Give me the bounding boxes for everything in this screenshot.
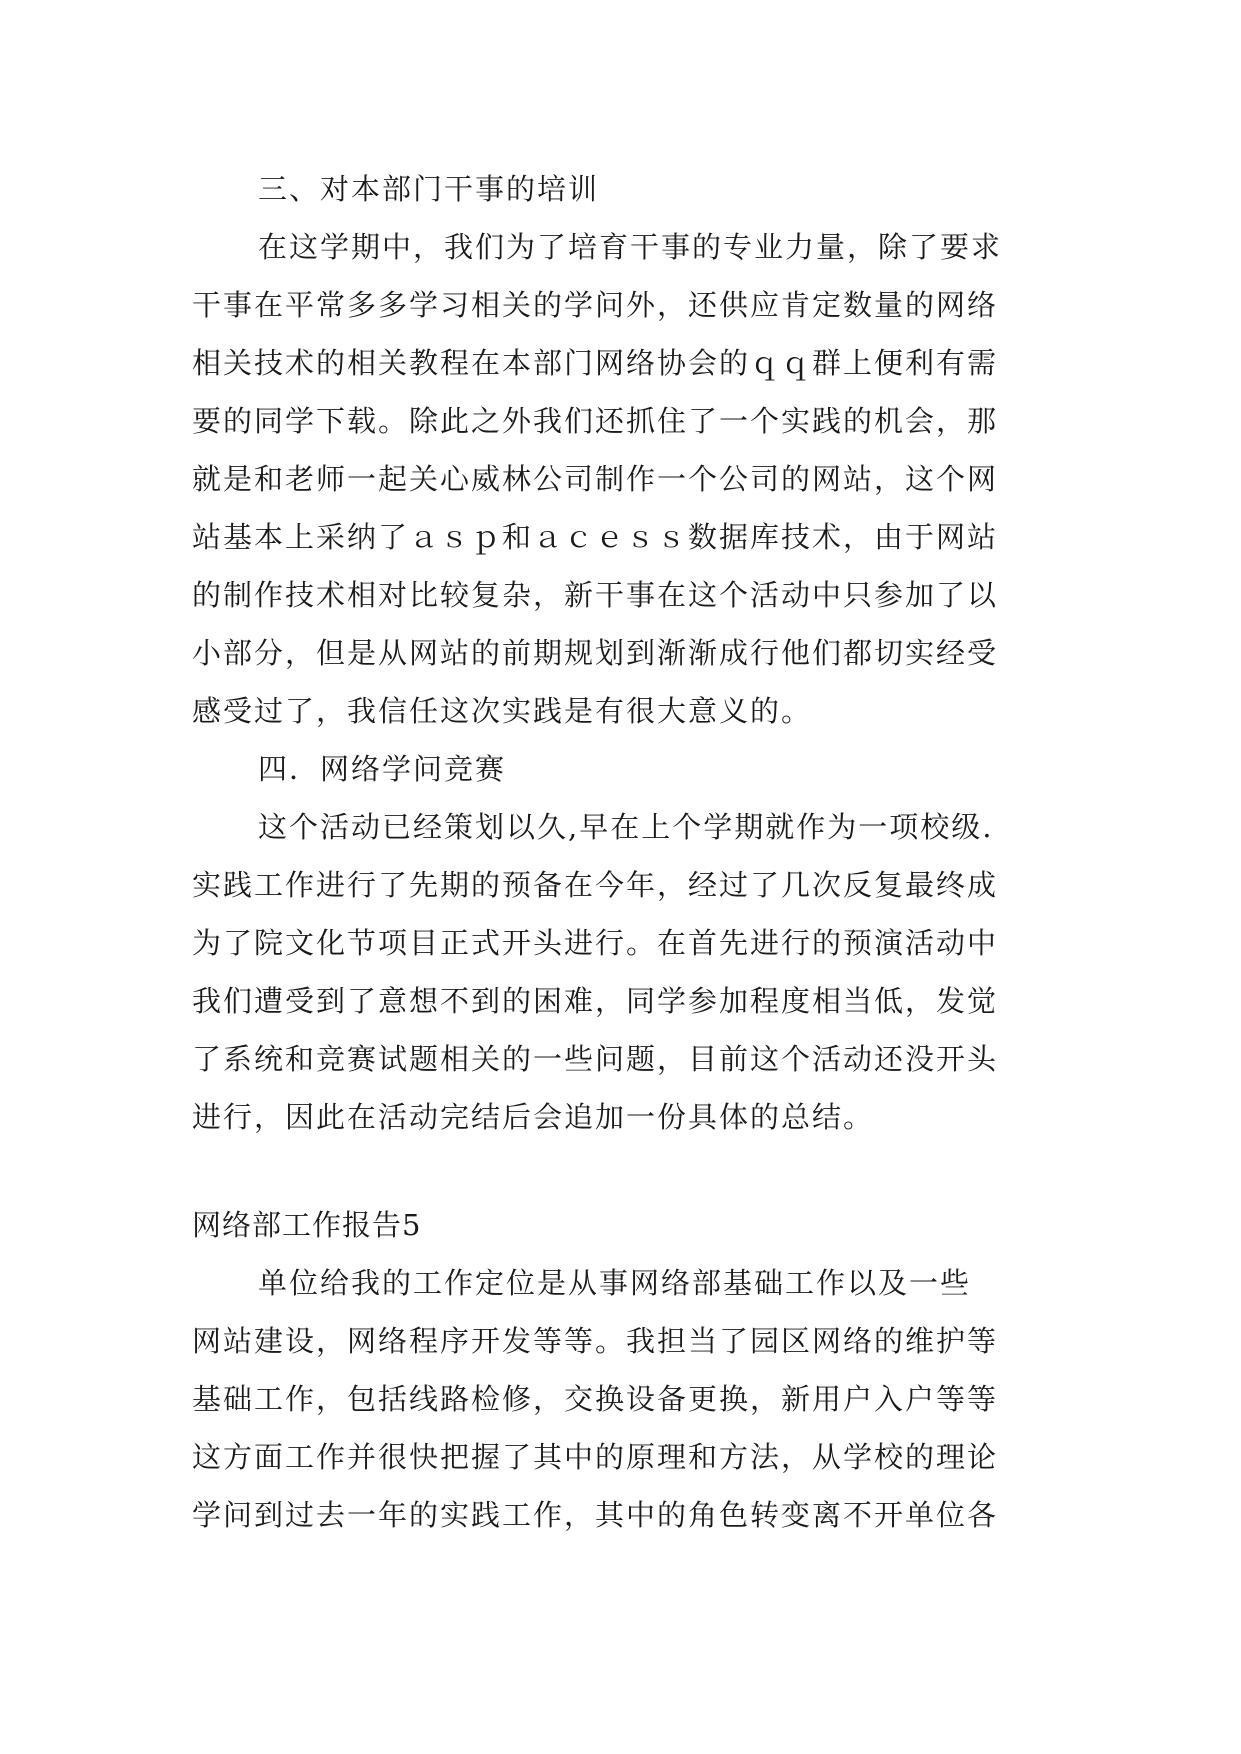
paragraph-line: 了系统和竞赛试题相关的一些问题，目前这个活动还没开头 [192,1042,999,1076]
section-gap [192,1146,1062,1196]
document-body [192,160,1062,1544]
paragraph-line: 这方面工作并很快把握了其中的原理和方法，从学校的理论 [192,1440,999,1474]
paragraph-line: 的制作技术相对比较复杂，新干事在这个活动中只参加了以 [192,578,999,612]
paragraph-line: 进行，因此在活动完结后会追加一份具体的总结。 [192,1100,875,1134]
section-4-heading: 四．网络学问竞赛 [258,752,507,786]
paragraph-line: 实践工作进行了先期的预备在今年，经过了几次反复最终成 [192,868,999,902]
section-3-heading: 三、对本部门干事的培训 [258,172,600,206]
paragraph-line: 网站建设，网络程序开发等等。我担当了园区网络的维护等 [192,1324,999,1358]
report-5-title: 网络部工作报告5 [192,1208,422,1242]
paragraph-line: 这个活动已经策划以久,早在上个学期就作为一项校级. [258,810,994,844]
paragraph-line: 在这学期中，我们为了培育干事的专业力量，除了要求 [258,230,1003,264]
paragraph-line: 学问到过去一年的实践工作，其中的角色转变离不开单位各 [192,1498,999,1532]
paragraph-line: 小部分，但是从网站的前期规划到渐渐成行他们都切实经受 [192,636,999,670]
paragraph-line: 干事在平常多多学习相关的学问外，还供应肯定数量的网络 [192,288,999,322]
paragraph-line: 单位给我的工作定位是从事网络部基础工作以及一些 [258,1266,972,1300]
paragraph-line: 相关技术的相关教程在本部门网络协会的ｑｑ群上便利有需 [192,346,999,380]
paragraph-line: 站基本上采纳了ａｓｐ和ａｃｅｓｓ数据库技术，由于网站 [192,520,999,554]
paragraph-line: 要的同学下载。除此之外我们还抓住了一个实践的机会，那 [192,404,999,438]
paragraph-line: 感受过了，我信任这次实践是有很大意义的。 [192,694,813,728]
paragraph-line: 就是和老师一起关心威林公司制作一个公司的网站，这个网 [192,462,999,496]
paragraph-line: 为了院文化节项目正式开头进行。在首先进行的预演活动中 [192,926,999,960]
paragraph-line: 基础工作，包括线路检修，交换设备更换，新用户入户等等 [192,1382,999,1416]
paragraph-line: 我们遭受到了意想不到的困难，同学参加程度相当低，发觉 [192,984,999,1018]
